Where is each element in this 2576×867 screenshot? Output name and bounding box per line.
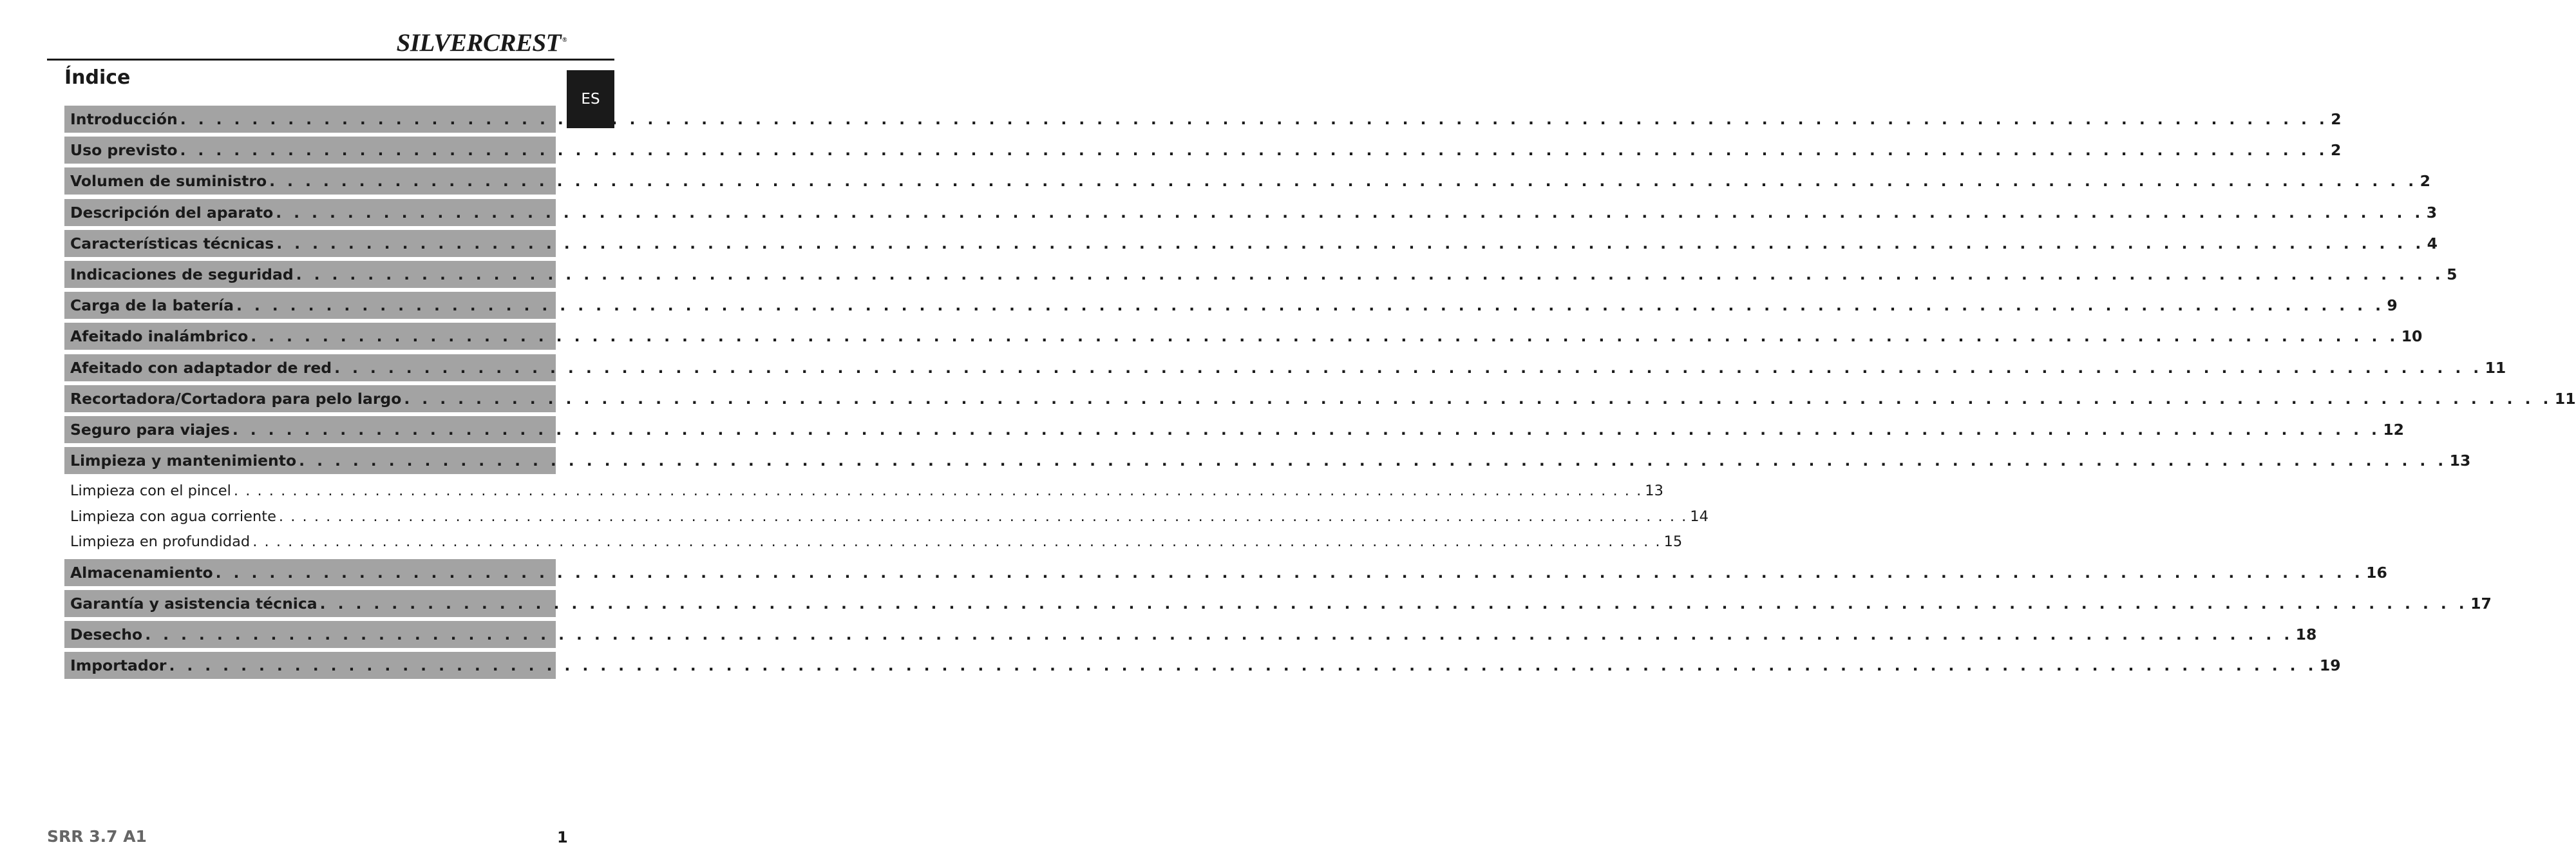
toc-entry-title: Limpieza y mantenimiento	[70, 452, 297, 470]
toc-entry[interactable]	[64, 621, 2317, 648]
toc-leader-dots: . . . . . . . . . . . . . . . . . . . . . . . . . . . . . . . . . . . . . . . . . . . . . . . . . . . . . . . . . . . . . . . . . . . . . . . . . . . . . . . . . . . . . . . . . . . . . . . . . . . . . . . . . . . . . . . . . . . . . . . .	[269, 172, 2418, 191]
toc-leader-dots: . . . . . . . . . . . . . . . . . . . . . . . . . . . . . . . . . . . . . . . . . . . . . . . . . . . . . . . . . . . . . . . . . . . . . . . . . . . . . . . . . . . . . . . . . . . . . . . . . . . . . . . . . . . . . . . . . . . . . . . .	[251, 327, 2399, 346]
toc-entry-page: 2	[2420, 172, 2430, 191]
toc-entry-title: Importador	[70, 656, 167, 675]
toc-entry-page: 16	[2366, 563, 2387, 582]
footer-page-number: 1	[557, 828, 568, 846]
registered-mark: ®	[562, 37, 567, 44]
toc-entry-title: Garantía y asistencia técnica	[70, 594, 317, 613]
toc-entry[interactable]	[64, 354, 2506, 381]
toc-leader-dots: . . . . . . . . . . . . . . . . . . . . . . . . . . . . . . . . . . . . . . . . . . . . . . . . . . . . . . . . . . . . . . . . . . . . . . . . . . . . . . . . . . . . . . . . . . . . . . . . . . . . . . . . . . . . . . . . . . . . . . . .	[252, 533, 1662, 550]
toc-entry-page: 12	[2383, 420, 2405, 439]
toc-entry-title: Indicaciones de seguridad	[70, 265, 294, 283]
toc-entry[interactable]	[64, 106, 2342, 133]
toc-subentry[interactable]	[64, 529, 1683, 555]
brand-logo-text: SILVERCREST	[396, 29, 562, 57]
toc-entry-page: 11	[2485, 358, 2506, 377]
toc-entry[interactable]	[64, 416, 2405, 443]
toc-entry-page: 18	[2295, 625, 2317, 644]
toc-leader-dots: . . . . . . . . . . . . . . . . . . . . . . . . . . . . . . . . . . . . . . . . . . . . . . . . . . . . . . . . . . . . . . . . . . . . . . . . . . . . . . . . . . . . . . . . . . . . . . . . . . . . . . . . . . . . . . . . . . . . . . . .	[215, 563, 2364, 582]
toc-entry[interactable]	[64, 385, 2576, 412]
toc-entry-title: Introducción	[70, 110, 178, 128]
toc-entry[interactable]	[64, 447, 2471, 474]
toc-entry-title: Seguro para viajes	[70, 420, 230, 439]
toc-entry-page: 14	[1690, 508, 1709, 525]
toc-entry[interactable]	[64, 652, 2341, 679]
table-of-contents	[64, 106, 2576, 683]
toc-entry-page: 13	[1645, 482, 1663, 499]
toc-entry-page: 19	[2319, 656, 2341, 675]
toc-entry-title: Afeitado inalámbrico	[70, 327, 249, 346]
toc-entry-page: 15	[1663, 533, 1683, 550]
toc-leader-dots: . . . . . . . . . . . . . . . . . . . . . . . . . . . . . . . . . . . . . . . . . . . . . . . . . . . . . . . . . . . . . . . . . . . . . . . . . . . . . . . . . . . . . . . . . . . . . . . . . . . . . . . . . . . . . . . . . . . . . . . .	[276, 234, 2425, 252]
toc-entry-page: 9	[2387, 296, 2398, 315]
toc-entry[interactable]	[64, 137, 2342, 164]
toc-entry-title: Afeitado con adaptador de red	[70, 358, 332, 377]
toc-entry[interactable]	[64, 167, 2430, 195]
page-title: Índice	[64, 66, 131, 89]
toc-leader-dots: . . . . . . . . . . . . . . . . . . . . . . . . . . . . . . . . . . . . . . . . . . . . . . . . . . . . . . . . . . . . . . . . . . . . . . . . . . . . . . . . . . . . . . . . . . . . . . . . . . . . . . . . . . . . . . . . . . . . . . . .	[232, 420, 2381, 439]
toc-leader-dots: . . . . . . . . . . . . . . . . . . . . . . . . . . . . . . . . . . . . . . . . . . . . . . . . . . . . . . . . . . . . . . . . . . . . . . . . . . . . . . . . . . . . . . . . . . . . . . . . . . . . . . . . . . . . . . . . . . . . . . . .	[404, 389, 2552, 408]
toc-entry-page: 3	[2426, 203, 2438, 222]
toc-entry-title: Limpieza con agua corriente	[70, 508, 276, 525]
toc-entry-page: 2	[2331, 110, 2342, 128]
toc-entry-title: Limpieza en profundidad	[70, 533, 251, 550]
toc-entry-page: 11	[2554, 389, 2576, 408]
toc-entry-title: Recortadora/Cortadora para pelo largo	[70, 389, 402, 408]
footer-model: SRR 3.7 A1	[47, 827, 147, 846]
toc-entry-page: 5	[2447, 265, 2458, 283]
toc-entry-page: 10	[2401, 327, 2423, 346]
toc-entry[interactable]	[64, 590, 2492, 617]
toc-leader-dots: . . . . . . . . . . . . . . . . . . . . . . . . . . . . . . . . . . . . . . . . . . . . . . . . . . . . . . . . . . . . . . . . . . . . . . . . . . . . . . . . . . . . . . . . . . . . . . . . . . . . . . . . . . . . . . . . . . . . . . . .	[334, 358, 2483, 377]
toc-entry-title: Descripción del aparato	[70, 203, 274, 222]
language-tab: ES	[567, 70, 614, 128]
toc-entry-title: Carga de la batería	[70, 296, 234, 315]
toc-leader-dots: . . . . . . . . . . . . . . . . . . . . . . . . . . . . . . . . . . . . . . . . . . . . . . . . . . . . . . . . . . . . . . . . . . . . . . . . . . . . . . . . . . . . . . . . . . . . . . . . . . . . . . . . . . . . . . . . . . . . . . . .	[180, 141, 2328, 160]
toc-subentry[interactable]	[64, 478, 1663, 504]
toc-entry-title: Uso previsto	[70, 141, 178, 160]
toc-entry-title: Volumen de suministro	[70, 172, 267, 191]
toc-leader-dots: . . . . . . . . . . . . . . . . . . . . . . . . . . . . . . . . . . . . . . . . . . . . . . . . . . . . . . . . . . . . . . . . . . . . . . . . . . . . . . . . . . . . . . . . . . . . . . . . . . . . . . . . . . . . . . . . . . . . . . . .	[299, 452, 2447, 470]
toc-leader-dots: . . . . . . . . . . . . . . . . . . . . . . . . . . . . . . . . . . . . . . . . . . . . . . . . . . . . . . . . . . . . . . . . . . . . . . . . . . . . . . . . . . . . . . . . . . . . . . . . . . . . . . . . . . . . . . . . . . . . . . . .	[233, 482, 1643, 499]
toc-entry-page: 2	[2330, 141, 2342, 160]
toc-entry-page: 13	[2449, 452, 2471, 470]
toc-entry-page: 17	[2470, 594, 2492, 613]
toc-entry[interactable]	[64, 199, 2438, 226]
toc-leader-dots: . . . . . . . . . . . . . . . . . . . . . . . . . . . . . . . . . . . . . . . . . . . . . . . . . . . . . . . . . . . . . . . . . . . . . . . . . . . . . . . . . . . . . . . . . . . . . . . . . . . . . . . . . . . . . . . . . . . . . . . .	[319, 594, 2468, 613]
toc-leader-dots: . . . . . . . . . . . . . . . . . . . . . . . . . . . . . . . . . . . . . . . . . . . . . . . . . . . . . . . . . . . . . . . . . . . . . . . . . . . . . . . . . . . . . . . . . . . . . . . . . . . . . . . . . . . . . . . . . . . . . . . .	[180, 110, 2329, 128]
toc-leader-dots: . . . . . . . . . . . . . . . . . . . . . . . . . . . . . . . . . . . . . . . . . . . . . . . . . . . . . . . . . . . . . . . . . . . . . . . . . . . . . . . . . . . . . . . . . . . . . . . . . . . . . . . . . . . . . . . . . . . . . . . .	[296, 265, 2445, 283]
toc-leader-dots: . . . . . . . . . . . . . . . . . . . . . . . . . . . . . . . . . . . . . . . . . . . . . . . . . . . . . . . . . . . . . . . . . . . . . . . . . . . . . . . . . . . . . . . . . . . . . . . . . . . . . . . . . . . . . . . . . . . . . . . .	[276, 203, 2424, 222]
toc-leader-dots: . . . . . . . . . . . . . . . . . . . . . . . . . . . . . . . . . . . . . . . . . . . . . . . . . . . . . . . . . . . . . . . . . . . . . . . . . . . . . . . . . . . . . . . . . . . . . . . . . . . . . . . . . . . . . . . . . . . . . . . .	[278, 508, 1688, 525]
toc-entry[interactable]	[64, 323, 2423, 350]
toc-entry-page: 4	[2427, 234, 2438, 252]
toc-entry[interactable]	[64, 559, 2387, 586]
toc-entry-title: Desecho	[70, 625, 143, 644]
toc-entry-title: Limpieza con el pincel	[70, 482, 231, 499]
header-rule	[47, 59, 614, 61]
toc-entry[interactable]	[64, 292, 2398, 319]
toc-entry[interactable]	[64, 261, 2458, 288]
toc-entry[interactable]	[64, 230, 2438, 257]
toc-leader-dots: . . . . . . . . . . . . . . . . . . . . . . . . . . . . . . . . . . . . . . . . . . . . . . . . . . . . . . . . . . . . . . . . . . . . . . . . . . . . . . . . . . . . . . . . . . . . . . . . . . . . . . . . . . . . . . . . . . . . . . . .	[145, 625, 2293, 644]
toc-entry-title: Características técnicas	[70, 234, 274, 252]
toc-entry-title: Almacenamiento	[70, 563, 213, 582]
toc-leader-dots: . . . . . . . . . . . . . . . . . . . . . . . . . . . . . . . . . . . . . . . . . . . . . . . . . . . . . . . . . . . . . . . . . . . . . . . . . . . . . . . . . . . . . . . . . . . . . . . . . . . . . . . . . . . . . . . . . . . . . . . .	[236, 296, 2385, 315]
toc-subentry[interactable]	[64, 504, 1709, 529]
toc-leader-dots: . . . . . . . . . . . . . . . . . . . . . . . . . . . . . . . . . . . . . . . . . . . . . . . . . . . . . . . . . . . . . . . . . . . . . . . . . . . . . . . . . . . . . . . . . . . . . . . . . . . . . . . . . . . . . . . . . . . . . . . .	[169, 656, 2317, 675]
brand-logo	[397, 28, 567, 57]
